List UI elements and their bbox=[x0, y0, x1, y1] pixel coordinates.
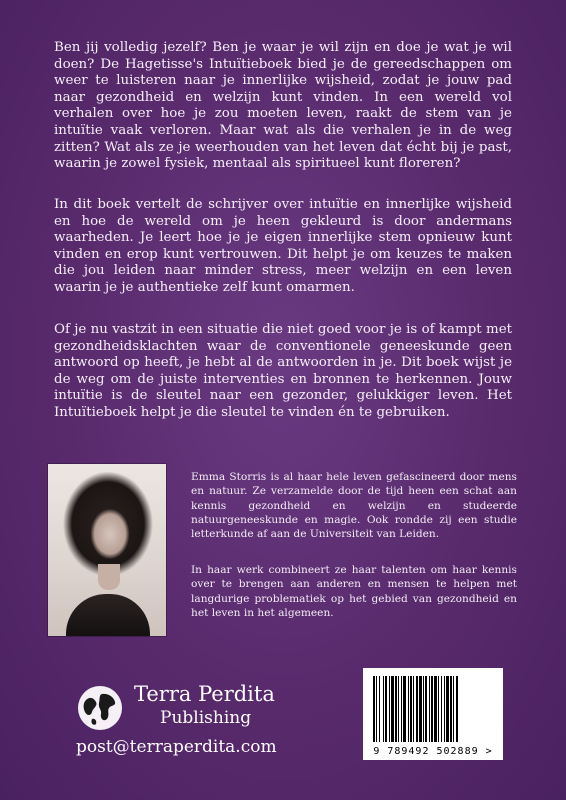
barcode-bar bbox=[385, 676, 387, 742]
barcode-bar bbox=[431, 676, 433, 742]
barcode-bar bbox=[456, 676, 458, 742]
barcode-digits: 9 789492 502889 > bbox=[373, 746, 493, 757]
publisher-email: post@terraperdita.com bbox=[76, 737, 277, 757]
barcode-bar bbox=[450, 676, 452, 742]
barcode-bar bbox=[441, 676, 442, 742]
barcode-bar bbox=[413, 676, 414, 742]
barcode-bar bbox=[425, 676, 427, 742]
barcode-bar bbox=[403, 676, 406, 742]
barcode-bar bbox=[408, 676, 409, 742]
barcode-bar bbox=[429, 676, 430, 742]
barcode-bar bbox=[444, 676, 445, 742]
barcode-bar bbox=[419, 676, 422, 742]
barcode-bars bbox=[371, 676, 495, 744]
publisher-name: Terra Perdita bbox=[134, 682, 275, 706]
isbn-barcode bbox=[363, 668, 503, 760]
barcode-bar bbox=[453, 676, 454, 742]
blurb-paragraph-3: Of je nu vastzit in een situatie die niet goed voor je is of kampt met gezondheidsklachten waar de conventionele geneeskunde geen antwoord op heeft, je hebt al de antwoorden in je. Dit boek wijst je de weg om de juiste interventies en bronnen te herkennen. Jouw intuïtie is de sleutel naar een gezonder, gelukkiger leven. Het Intuïtieboek helpt je die sleutel te vinden én te gebruiken. bbox=[54, 322, 512, 420]
barcode-bar bbox=[373, 676, 375, 742]
author-photo bbox=[48, 464, 166, 636]
barcode-bar bbox=[379, 676, 380, 742]
barcode-bar bbox=[410, 676, 412, 742]
barcode-bar bbox=[376, 676, 377, 742]
barcode-bar bbox=[401, 676, 402, 742]
barcode-bar bbox=[391, 676, 394, 742]
barcode-bar bbox=[416, 676, 418, 742]
barcode-bar bbox=[398, 676, 399, 742]
author-bio-2: In haar werk combineert ze haar talenten om haar kennis over te brengen aan anderen en mensen te helpen met langdurige problematiek op het gebied van gezondheid en het leven in het algemeen. bbox=[191, 564, 517, 619]
blurb-paragraph-1: Ben jij volledig jezelf? Ben je waar je wil zijn en doe je wat je wil doen? De Hagetisse's Intuïtieboek bied je de gereedschappen om weer te luisteren naar je innerlijke wijsheid, zodat je jouw pad naar gezondheid en welzijn kunt vinden. In een wereld vol verhalen over hoe je zou moeten leven, raakt de stem van je intuïtie vaak verloren. Maar wat als die verhalen je in de weg zitten? Wat als ze je weerhouden van het leven dat écht bij je past, waarin je zowel fysiek, mentaal als spiritueel kunt floreren? bbox=[54, 40, 512, 172]
barcode-bar bbox=[434, 676, 437, 742]
author-photo-neck bbox=[98, 564, 120, 590]
author-bio-1: Emma Storris is al haar hele leven gefascineerd door mens en natuur. Ze verzamelde door de tijd heen een schat aan kennis gezondheid en welzijn en studeerde natuurgeneeskunde en magie. Ook rondde zij een studie letterkunde af aan de Universiteit van Leiden. bbox=[191, 471, 517, 541]
barcode-bar bbox=[383, 676, 384, 742]
barcode-bar bbox=[446, 676, 449, 742]
barcode-bar bbox=[423, 676, 424, 742]
author-photo-shoulders bbox=[66, 594, 150, 636]
barcode-bar bbox=[395, 676, 397, 742]
publisher-subtitle: Publishing bbox=[160, 708, 252, 728]
blurb-paragraph-2: In dit boek vertelt de schrijver over intuïtie en innerlijke wijsheid en hoe de wereld om je heen gekleurd is door andermans waarheden. Je leert hoe je je eigen innerlijke stem opnieuw kunt vinden en erop kunt vertrouwen. Dit helpt je om keuzes te maken die jou leiden naar minder stress, meer welzijn en een leven waarin je je authentieke zelf kunt omarmen. bbox=[54, 197, 512, 295]
publisher-logo bbox=[78, 682, 275, 732]
barcode-bar bbox=[389, 676, 390, 742]
globe-icon bbox=[78, 686, 122, 730]
barcode-bar bbox=[438, 676, 439, 742]
